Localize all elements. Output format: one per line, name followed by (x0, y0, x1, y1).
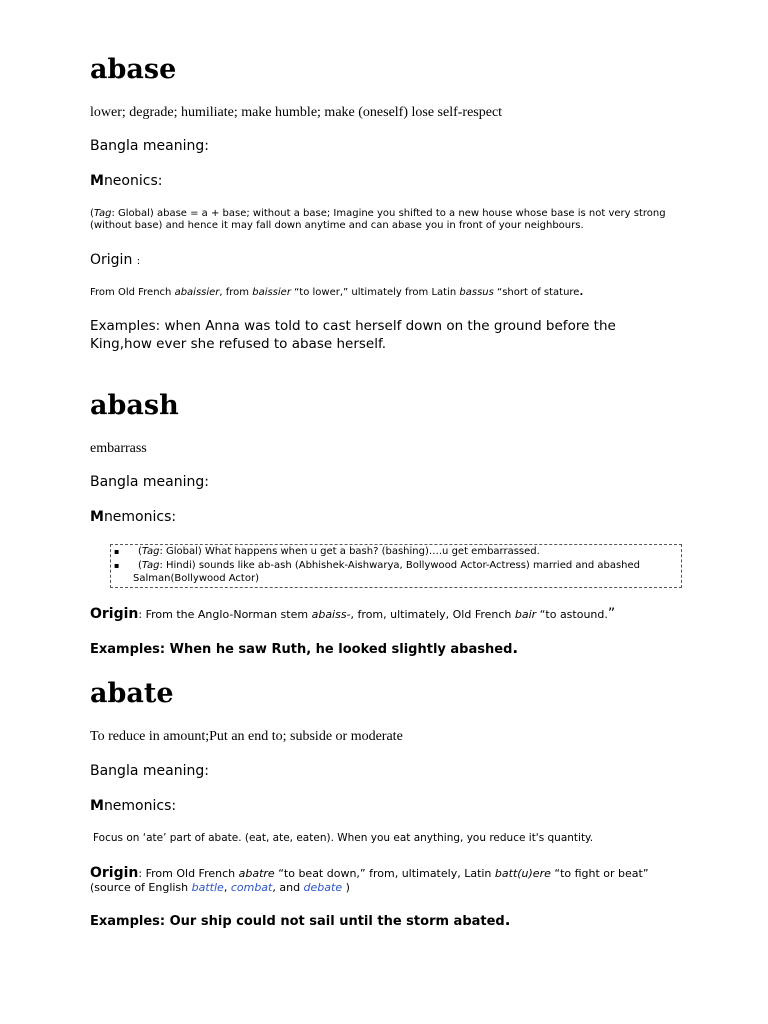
examples-text: Examples: Our ship could not sail until the storm abated. (90, 911, 511, 929)
mnemonic-text: (Tag: Global) abase = a + base; without a base; Imagine you shifted to a new house whose base is not very strong (90, 208, 666, 219)
mnemonics-label: Mneonics: (90, 173, 163, 189)
entry-definition: embarrass (90, 441, 147, 456)
bangla-meaning-label: Bangla meaning: (90, 138, 209, 154)
debate-link[interactable]: debate (303, 881, 343, 894)
bangla-meaning-label: Bangla meaning: (90, 474, 209, 490)
combat-link[interactable]: combat (230, 881, 273, 894)
mnemonics-box (110, 544, 682, 588)
mnemonic-text: Focus on ‘ate’ part of abate. (eat, ate, eaten). When you eat anything, you reduce it's quantity. (93, 832, 594, 844)
bullet-icon: ▪ (114, 547, 120, 556)
entry-definition: To reduce in amount;Put an end to; subside or moderate (90, 729, 403, 744)
list-item-continuation: Salman(Bollywood Actor) (133, 573, 259, 584)
examples-text: Examples: When he saw Ruth, he looked slightly abashed. (90, 639, 519, 657)
bullet-icon: ▪ (114, 561, 120, 570)
origin-label: Origin : (90, 252, 141, 268)
examples-text-line2: King,how ever she refused to abase herself. (90, 336, 387, 352)
origin-text: From Old French abaissier, from baissier “to lower,” ultimately from Latin bassus “short of stature. (90, 287, 584, 298)
origin-text: Origin: From the Anglo-Norman stem abaiss-, from, ultimately, Old French bair “to astound.” (90, 606, 616, 622)
origin-text-line2: (source of English battle, combat, and debate ) (90, 881, 350, 894)
mnemonic-text-line2: (without base) and hence it may fall down anytime and can abase you in front of your neighbours. (90, 220, 584, 231)
origin-text: Origin: From Old French abatre “to beat down,” from, ultimately, Latin batt(u)ere “to fight or beat” (90, 865, 649, 881)
mnemonics-label: Mnemonics: (90, 509, 177, 525)
mnemonics-label: Mnemonics: (90, 798, 177, 814)
entry-word: abase (90, 54, 177, 85)
entry-word: abate (90, 678, 174, 709)
bangla-meaning-label: Bangla meaning: (90, 763, 209, 779)
entry-word: abash (90, 390, 179, 421)
examples-text: Examples: when Anna was told to cast herself down on the ground before the (90, 318, 616, 334)
battle-link[interactable]: battle (191, 881, 224, 894)
list-item: (Tag: Hindi) sounds like ab-ash (Abhishek-Aishwarya, Bollywood Actor-Actress) married and abashed (138, 560, 641, 571)
list-item: (Tag: Global) What happens when u get a bash? (bashing)….u get embarrassed. (138, 546, 540, 557)
entry-definition: lower; degrade; humiliate; make humble; make (oneself) lose self-respect (90, 105, 503, 120)
